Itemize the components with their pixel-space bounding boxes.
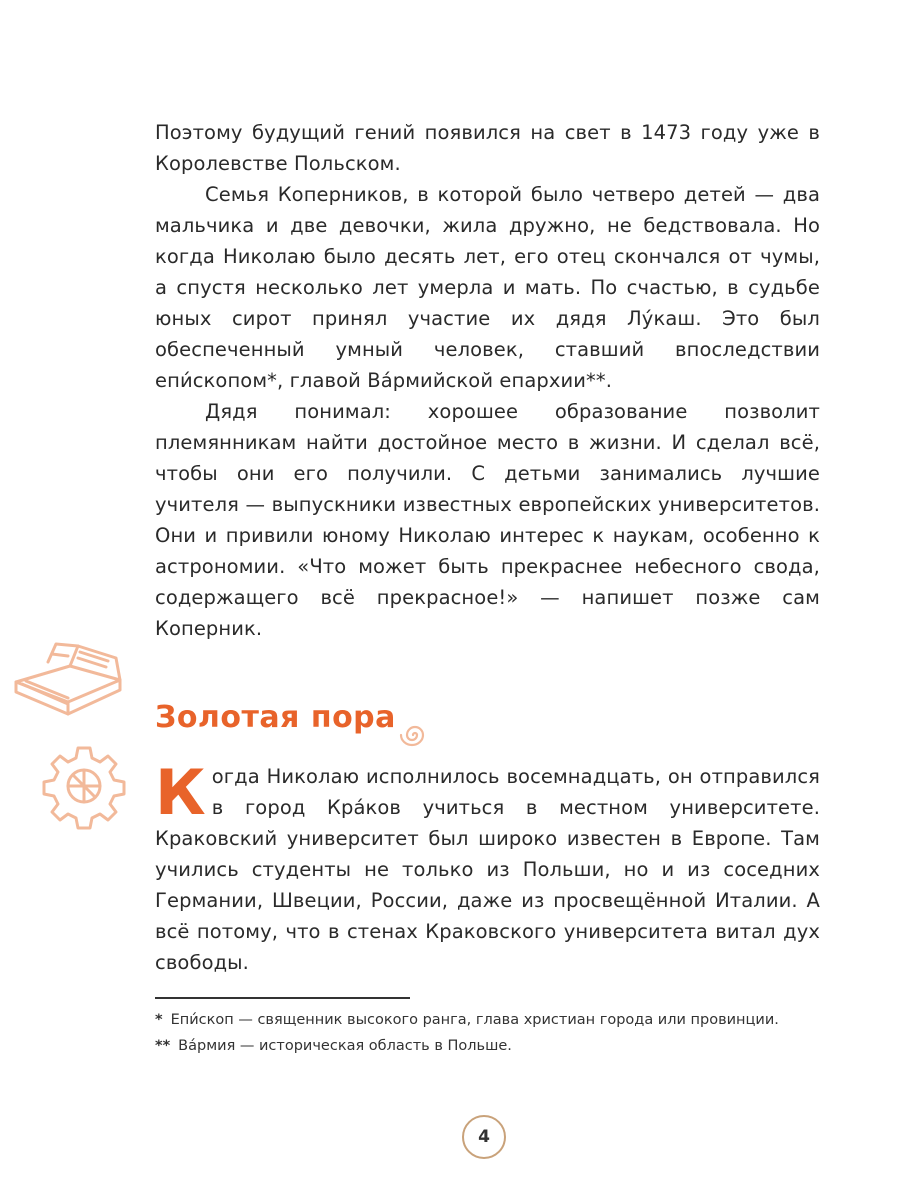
section-paragraph: огда Николаю исполнилось восемнадцать, он отправился в город Кра́ков учиться в местном университете. Краковский университет был широко известен в Европе. Там учились студенты не только из Польши, но и из соседних Германии, Швеции, России, даже из просвещённой Италии. А всё потому, что в стенах Краковского университета витал дух свободы. [155,765,820,974]
footnote-divider [155,997,410,999]
gear-icon [40,742,128,830]
footnotes [155,1008,820,1060]
paragraph-2: Семья Коперников, в которой было четверо детей — два мальчика и две девочки, жила дружно, не бедствовала. Но когда Николаю было десять лет, его отец скончался от чумы, а спустя несколько лет умерла и мать. По счастью, в судьбе юных сирот принял участие их дядя Лу́каш. Это был обеспеченный умный человек, ставший впоследствии епи́скопом*, главой Ва́рмийской епархии**. [155,183,820,392]
drop-cap: К [155,756,206,829]
footnote-mark: ** [155,1038,171,1054]
section-heading: Золотая пора [155,700,396,735]
main-text-top [155,117,820,644]
footnote-1 [155,1008,820,1032]
main-text-bottom [155,756,820,978]
footnote-mark: * [155,1012,163,1028]
spiral-icon [398,722,432,748]
footnote-text: Епи́скоп — священник высокого ранга, глава христиан города или провинции. [170,1012,779,1028]
footnote-text: Ва́рмия — историческая область в Польше. [178,1038,512,1054]
open-book-icon [8,632,128,722]
paragraph-1: Поэтому будущий гений появился на свет в 1473 году уже в Королевстве Польском. [155,121,820,175]
paragraph-3: Дядя понимал: хорошее образование позволит племянникам найти достойное место в жизни. И сделал всё, чтобы они его получили. С детьми занимались лучшие учителя — выпускники известных европейских университетов. Они и привили юному Николаю интерес к наукам, особенно к астрономии. «Что может быть прекраснее небесного свода, содержащего всё прекрасное!» — напишет позже сам Коперник. [155,400,820,640]
footnote-2 [155,1034,820,1058]
page-number: 4 [462,1115,506,1159]
